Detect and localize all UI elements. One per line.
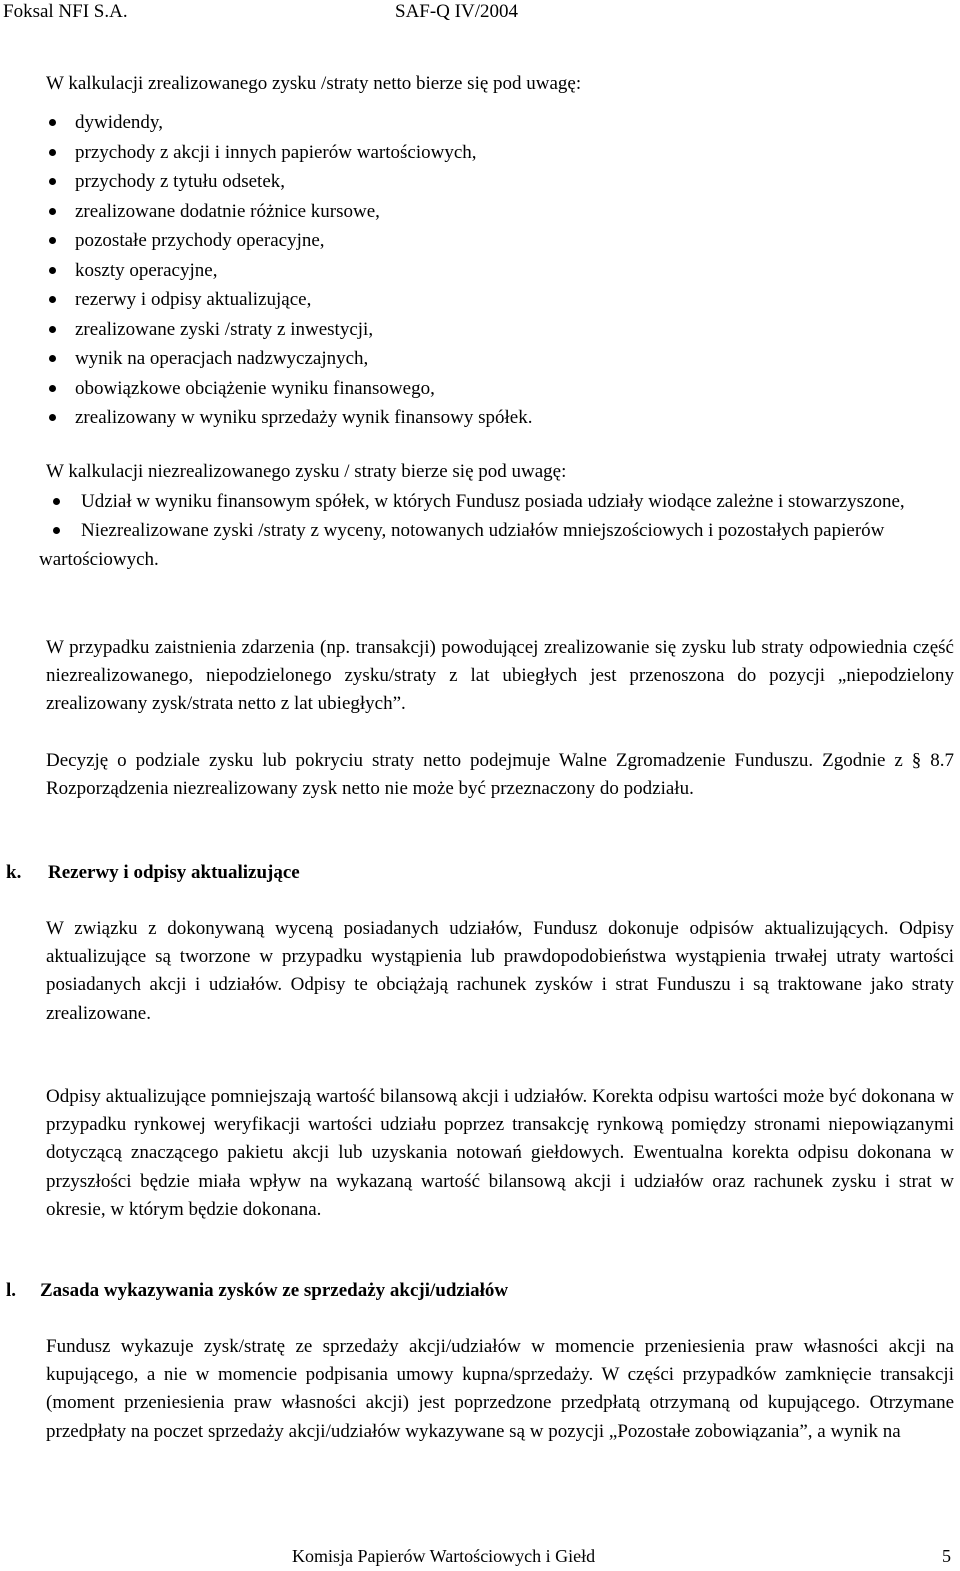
list-item: obowiązkowe obciążenie wyniku finansowego, [46,374,532,404]
section-l-heading [6,1277,509,1305]
bullet-icon [49,296,56,303]
section-k-letter: k. [6,862,22,883]
list-item: przychody z akcji i innych papierów wartościowych, [46,138,532,168]
section-k-paragraph-1: W związku z dokonywaną wyceną posiadanych udziałów, Fundusz dokonuje odpisów aktualizujących. Odpisy aktualizujące są tworzone w przypadku wystąpienia lub prawdopodobieństwa wystąpienia trwałej utraty wartości posiadanych akcji i udziałów. Odpisy te obciążają rachunek zysków i strat Funduszu i są traktowane jako straty zrealizowane. [46,918,954,1024]
bullet-icon [49,267,56,274]
paragraph-decision: Decyzję o podziale zysku lub pokryciu straty netto podejmuje Walne Zgromadzenie Funduszu. Zgodnie z § 8.7 Rozporządzenia niezrealizowany zysk netto nie może być przeznaczony do podziału. [46,750,954,800]
list-item: zrealizowane dodatnie różnice kursowe, [46,197,532,227]
header-report-id: SAF-Q IV/2004 [395,1,518,22]
bullet-icon [53,527,60,534]
bullet-icon [49,385,56,392]
bullet-icon [49,355,56,362]
list-item: przychody z tytułu odsetek, [46,167,532,197]
list-item: zrealizowany w wyniku sprzedaży wynik finansowy spółek. [46,403,532,433]
list-item: Niezrealizowane zyski /straty z wyceny, notowanych udziałów mniejszościowych i pozostałych papierów wartościowych. [39,520,885,570]
list-item: dywidendy, [46,108,532,138]
bullet-icon [49,119,56,126]
list-item: zrealizowane zyski /straty z inwestycji, [46,315,532,345]
bullet-icon [49,326,56,333]
list-item: pozostałe przychody operacyjne, [46,226,532,256]
section-k-title: Rezerwy i odpisy aktualizujące [48,862,300,883]
footer-title: Komisja Papierów Wartościowych i Giełd [292,1546,596,1566]
list-item: Udział w wyniku finansowym spółek, w których Fundusz posiada udziały wiodące zależne i stowarzyszone, [39,487,929,516]
header-company: Foksal NFI S.A. [3,1,128,22]
section-l-letter: l. [6,1280,17,1301]
bullet-icon [49,149,56,156]
unrealized-intro: W kalkulacji niezrealizowanego zysku / straty bierze się pod uwagę: [46,461,567,482]
bullet-icon [53,498,60,505]
realized-intro: W kalkulacji zrealizowanego zysku /straty netto bierze się pod uwagę: [46,73,582,94]
list-item: wynik na operacjach nadzwyczajnych, [46,344,532,374]
realized-list [46,108,532,433]
list-item: rezerwy i odpisy aktualizujące, [46,285,532,315]
section-k-heading [6,859,300,887]
unrealized-list [39,487,929,574]
bullet-icon [49,237,56,244]
section-l-paragraph-1: Fundusz wykazuje zysk/stratę ze sprzedaży akcji/udziałów w momencie przeniesienia praw własności akcji na kupującego, a nie w momencie podpisania umowy kupna/sprzedaży. W części przypadków zamknięcie transakcji (moment przeniesienia praw własności akcji) jest poprzedzone przedpłatą otrzymaną od kupującego. Otrzymane przedpłaty na poczet sprzedaży akcji/udziałów wykazywane są w pozycji „Pozostałe zobowiązania”, a wynik na [46,1336,954,1442]
bullet-icon [49,208,56,215]
list-item: koszty operacyjne, [46,256,532,286]
page-number: 5 [942,1546,951,1566]
section-k-paragraph-2: Odpisy aktualizujące pomniejszają wartość bilansową akcji i udziałów. Korekta odpisu wartości może być dokonana w przypadku rynkowej weryfikacji wartości udziału poprzez transakcję rynkową pomiędzy stronami niepowiązanymi dotyczącą znaczącego pakietu akcji lub uzyskania notowań giełdowych. Ewentualna korekta odpisu dokonana w przyszłości będzie miała wpływ na wykazaną wartość bilansową akcji i udziałów oraz rachunek zysku i strat w okresie, w którym będzie dokonana. [46,1086,954,1220]
bullet-icon [49,178,56,185]
section-l-title: Zasada wykazywania zysków ze sprzedaży akcji/udziałów [40,1280,509,1301]
paragraph-event: W przypadku zaistnienia zdarzenia (np. transakcji) powodującej zrealizowanie się zysku lub straty odpowiednia część niezrealizowanego, niepodzielonego zysku/straty z lat ubiegłych jest przenoszona do pozycji „niepodzielony zrealizowany zysk/strata netto z lat ubiegłych”. [46,637,954,715]
bullet-icon [49,414,56,421]
